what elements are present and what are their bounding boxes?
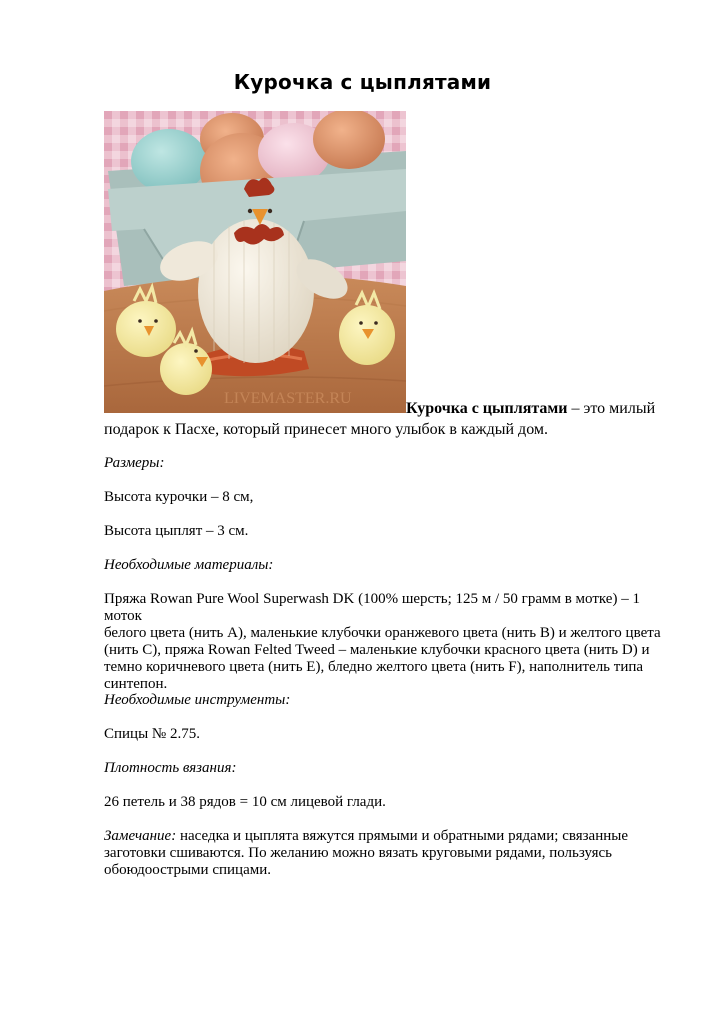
tools-heading: Необходимые инструменты: [104, 692, 291, 708]
needles-size: Спицы № 2.75. [104, 726, 200, 742]
note-line2: заготовки сшиваются. По желанию можно вязать круговыми рядами, пользуясь [104, 845, 612, 861]
sizes-heading: Размеры: [104, 455, 165, 471]
gauge-value: 26 петель и 38 рядов = 10 см лицевой глади. [104, 794, 386, 810]
note-paragraph [104, 828, 674, 879]
materials-line: (нить С), пряжа Rowan Felted Tweed – маленькие клубочки красного цвета (нить D) и [104, 642, 650, 658]
hen-height: Высота курочки – 8 см, [104, 489, 254, 505]
materials-line: темно коричневого цвета (нить Е), бледно желтого цвета (нить F), наполнитель типа [104, 659, 644, 675]
intro-paragraph [104, 398, 674, 440]
gauge-heading: Плотность вязания: [104, 760, 237, 776]
materials-paragraph [104, 591, 674, 693]
chick-height: Высота цыплят – 3 см. [104, 523, 249, 539]
materials-heading: Необходимые материалы: [104, 557, 274, 573]
hen-and-chicks-photo [104, 111, 406, 413]
photo-watermark: LIVEMASTER.RU [224, 390, 352, 407]
materials-line: белого цвета (нить А), маленькие клубочки оранжевого цвета (нить В) и желтого цвета [104, 625, 661, 641]
intro-line2: подарок к Пасхе, который принесет много улыбок в каждый дом. [104, 421, 549, 438]
intro-bold-title: Курочка с цыплятами [406, 400, 568, 417]
page-title: Курочка с цыплятами [233, 70, 492, 94]
materials-line: синтепон. [104, 676, 168, 692]
note-label: Замечание: [104, 828, 177, 844]
intro-line1: – это милый [567, 400, 656, 417]
materials-line: Пряжа Rowan Pure Wool Superwash DK (100% шерсть; 125 м / 50 грамм в мотке) – 1 моток [104, 591, 640, 624]
note-line3: обоюдоострыми спицами. [104, 862, 271, 878]
note-line1: наседка и цыплята вяжутся прямыми и обратными рядами; связанные [176, 828, 629, 844]
